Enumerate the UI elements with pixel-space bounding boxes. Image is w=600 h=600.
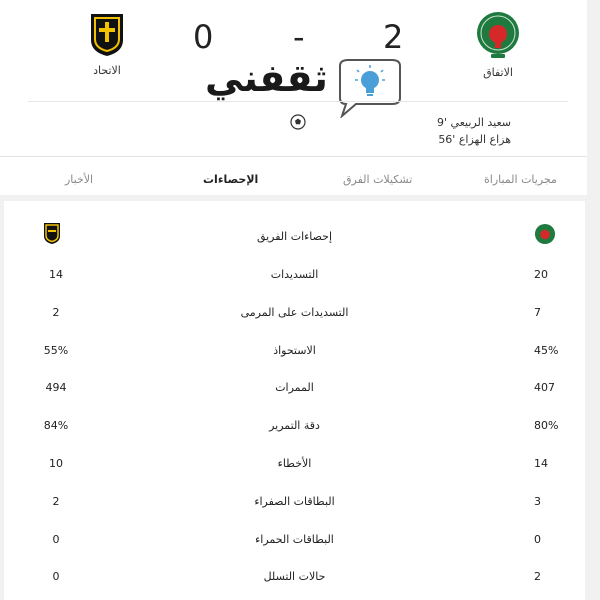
away-stat-value: 494 — [45, 381, 67, 395]
brand-watermark — [195, 56, 410, 120]
away-stat-value: 10 — [49, 457, 63, 470]
home-stat-value: 407 — [534, 381, 555, 395]
header-divider — [28, 101, 568, 102]
stat-label: الممرات — [275, 381, 314, 395]
away-stat-value: 0 — [52, 570, 60, 584]
scorer-name: سعيد الربيعي — [450, 116, 511, 129]
away-team-name: الاتحاد — [93, 64, 121, 77]
home-team[interactable] — [453, 10, 543, 79]
tab-match-events[interactable]: مجريات المباراة — [484, 173, 557, 186]
scorer-item — [437, 131, 511, 148]
stat-row — [4, 533, 585, 553]
brand-text: ثقفني — [205, 56, 328, 100]
tab-stats[interactable]: الإحصاءات — [203, 173, 259, 186]
home-score: 2 — [383, 18, 404, 56]
home-team-name: الاتفاق — [483, 66, 513, 79]
stat-row — [4, 570, 585, 590]
tab-news[interactable]: الأخبار — [65, 173, 94, 186]
stats-title: إحصاءات الفريق — [256, 230, 333, 243]
soccer-ball-icon — [290, 114, 306, 130]
team-stats-card — [4, 201, 585, 600]
away-stat-value: 2 — [52, 305, 60, 319]
stat-label: دقة التمرير — [269, 419, 320, 433]
scorers-list — [437, 114, 511, 148]
page-edge — [587, 0, 600, 600]
home-stat-value: 2 — [534, 570, 541, 584]
match-header — [0, 0, 587, 195]
scorer-name: هزاع الهزاع — [458, 133, 511, 146]
stat-label: حالات التسلل — [263, 570, 326, 584]
home-stat-value: 45% — [534, 343, 559, 357]
home-stat-value: 3 — [534, 494, 541, 508]
home-stat-value: 14 — [534, 457, 548, 470]
home-stat-value: 20 — [534, 268, 548, 281]
away-stat-value: 55% — [43, 343, 69, 357]
stat-label: الاستحواذ — [273, 343, 316, 357]
stat-label: الأخطاء — [277, 457, 312, 470]
home-team-logo-icon — [475, 10, 521, 60]
away-score: 0 — [193, 18, 214, 56]
stat-label: التسديدات على المرمى — [240, 305, 349, 319]
tab-lineups[interactable]: تشكيلات الفرق — [343, 173, 413, 186]
stat-row — [4, 457, 585, 477]
stat-label: البطاقات الصفراء — [254, 494, 335, 508]
away-team-logo-icon — [87, 10, 127, 58]
home-stat-value: 0 — [534, 532, 541, 546]
away-stat-value: 2 — [52, 494, 60, 508]
stat-label: البطاقات الحمراء — [255, 532, 334, 546]
stat-row — [4, 381, 585, 401]
away-stat-value: 0 — [52, 532, 60, 546]
scorer-item — [437, 114, 511, 131]
stat-row — [4, 268, 585, 288]
lightbulb-icon — [330, 58, 402, 118]
away-team[interactable] — [62, 10, 152, 77]
stat-row — [4, 495, 585, 515]
home-stat-value: 7 — [534, 305, 541, 319]
stat-label: التسديدات — [270, 268, 319, 281]
score-separator: - — [293, 18, 305, 56]
home-stat-value: 80% — [534, 419, 559, 433]
scorer-minute: 9' — [437, 116, 448, 129]
away-stat-value: 84% — [43, 419, 69, 433]
stat-row — [4, 419, 585, 439]
stat-row — [4, 306, 585, 326]
tabs-divider — [0, 156, 587, 157]
scorer-minute: 56' — [438, 133, 456, 146]
stat-row — [4, 344, 585, 364]
away-stat-value: 14 — [49, 268, 63, 281]
